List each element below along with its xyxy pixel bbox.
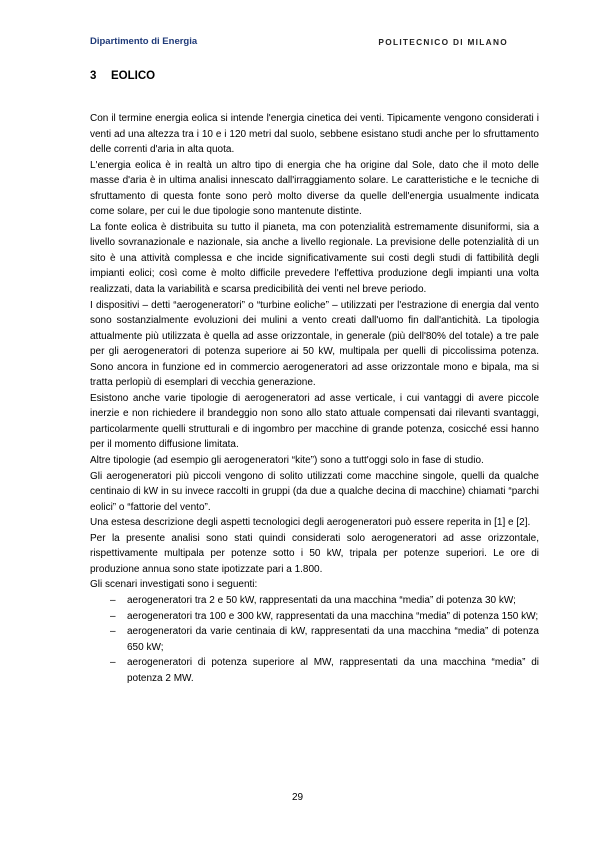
header-department: Dipartimento di Energia <box>90 36 198 47</box>
list-dash: – <box>110 610 116 622</box>
paragraph: Con il termine energia eolica si intende l'energia cinetica dei venti. Tipicamente vengono considerati i venti ad una altezza tra i 10 e i 120 metri dal suolo, sebbene esistano studi anche per lo sfruttamento delle correnti d'aria in alta quota. <box>90 113 539 156</box>
list-item-text: aerogeneratori tra 100 e 300 kW, rappresentati da una macchina “media” di potenza 150 kW; <box>127 610 539 622</box>
list-dash: – <box>110 657 116 669</box>
list-item <box>90 624 539 655</box>
paragraph: Per la presente analisi sono stati quindi considerati solo aerogeneratori ad asse orizzontale, rispettivamente multipala per potenze sotto i 50 kW, tripala per potenze superiori. Le ore di produzione annua sono state ipotizzate pari a 1.800. <box>90 532 539 575</box>
paragraph: La fonte eolica è distribuita su tutto il pianeta, ma con potenzialità estremamente disuniformi, sia a livello sovranazionale e nazionale, sia anche a livello regionale. La previsione delle potenzialità di un sito è una attività complessa e che incide significativamente sui costi degli studi di fattibilità degli impianti eolici; così come è molto difficile prevedere l'effettiva produzione degli impianti una volta realizzati, data la variabilità e scarsa predicibilità dei venti nel breve periodo. <box>90 221 539 296</box>
page-number: 29 <box>291 792 304 803</box>
header-university: POLITECNICO DI MILANO <box>378 37 508 47</box>
list-item-text: aerogeneratori tra 2 e 50 kW, rappresentati da una macchina “media” di potenza 30 kW; <box>127 594 516 606</box>
list-dash: – <box>110 594 116 606</box>
paragraph: Esistono anche varie tipologie di aerogeneratori ad asse verticale, i cui vantaggi di avere piccole inerzie e non richiedere il brandeggio non sono allo stato attuale compensati dai rilevanti svantaggi, particolarmente quelli strutturali e di ingombro per macchine di grande potenza, cosicché essi hanno per il momento diffusione limitata. <box>90 392 539 451</box>
list-item <box>90 609 539 625</box>
paragraph: I dispositivi – detti “aerogeneratori” o “turbine eoliche” – utilizzati per l'estrazione di energia dal vento sono sostanzialmente evoluzioni dei mulini a vento creati dall'uomo fin dall'antichità. La tipologia attualmente più utilizzata è quella ad asse orizzontale, in generale (più dell'80% del totale) a tre pale per gli aerogeneratori di potenza superiore ai 50 kW, multipala per quelli di piccolissima potenza. Sono ancora in funzione ed in commercio aerogeneratori ad asse orizzontale mono e bipala, ma si tratta perlopiù di esemplari di vecchia generazione. <box>90 299 539 389</box>
paragraph: Altre tipologie (ad esempio gli aerogeneratori “kite”) sono a tutt'oggi solo in fase di studio. <box>90 455 484 467</box>
paragraph: Una estesa descrizione degli aspetti tecnologici degli aerogeneratori può essere reperita in [1] e [2]. <box>90 517 531 529</box>
list-item-text: aerogeneratori di potenza superiore al MW, rappresentati da una macchina “media” di potenza 2 MW. <box>127 657 539 684</box>
section-heading <box>90 70 155 82</box>
list-item <box>90 593 539 609</box>
scenario-list <box>90 593 539 686</box>
section-number: 3 <box>90 70 97 82</box>
section-title: EOLICO <box>111 70 156 82</box>
page-header <box>90 36 508 50</box>
list-item-text: aerogeneratori da varie centinaia di kW, rappresentati da una macchina “media” di potenza 650 kW; <box>127 626 539 653</box>
paragraph: Gli scenari investigati sono i seguenti: <box>90 579 258 591</box>
paragraph: Gli aerogeneratori più piccoli vengono di solito utilizzati come macchine singole, quelli da qualche centinaio di kW in su invece raccolti in gruppi (da due a qualche decina di macchine) chiamati “parchi eolici” o “fattorie del vento”. <box>90 470 539 513</box>
list-dash: – <box>110 626 116 638</box>
list-item <box>90 655 539 686</box>
paragraph: L'energia eolica è in realtà un altro tipo di energia che ha origine dal Sole, dato che il moto delle masse d'aria è in ultima analisi innescato dall'irraggiamento solare. Le caratteristiche e le tecniche di sfruttamento di questa fonte sono però molto diverse da quelle dell'energia usualmente indicata come solare, per cui le due tipologie sono mantenute distinte. <box>90 159 539 218</box>
body-text <box>90 111 539 686</box>
